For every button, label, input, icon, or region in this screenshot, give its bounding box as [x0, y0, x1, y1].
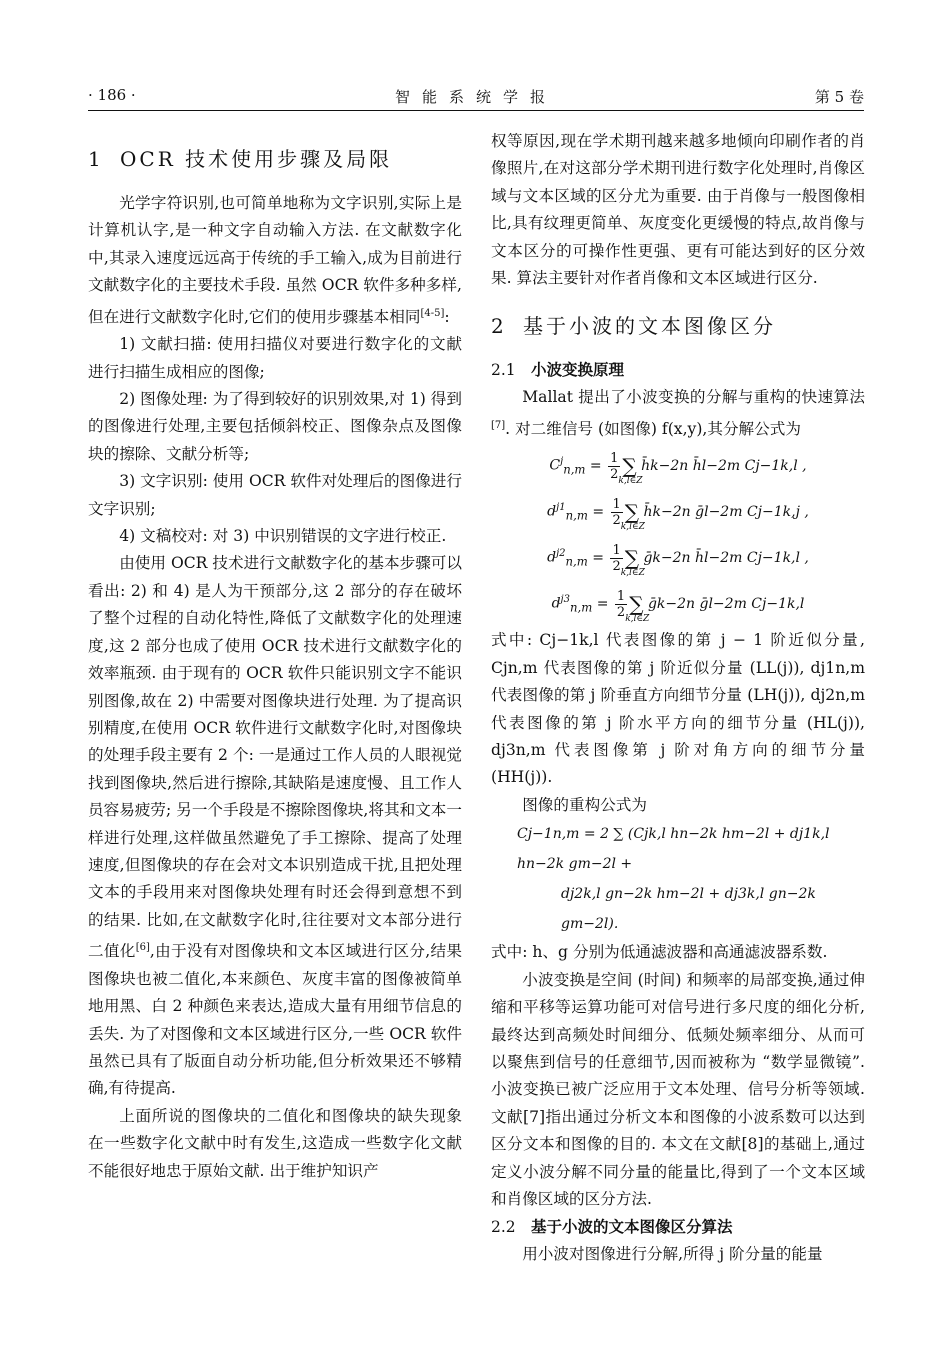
list-item: 2) 图像处理: 为了得到较好的识别效果,对 1) 得到的图像进行处理,主要包括倾斜校正、图像杂点及图像块的擦除、文献分析等; [88, 390, 462, 463]
right-column [491, 128, 865, 1269]
paragraph: 图像的重构公式为 [522, 795, 647, 814]
paragraph: 上面所说的图像块的二值化和图像块的缺失现象在一些数字化文献中时有发生,这造成一些数字化文献不能很好地忠于原始文献. 出于维护知识产 [88, 1106, 462, 1180]
section-2-heading [491, 296, 865, 356]
paragraph: 式中: h、g 分别为低通滤波器和高通滤波器系数. [491, 943, 828, 962]
equation: $C^j_{n,m}$ = $\frac{1}{2}$ ∑ k,l∈Z h̄k−2n h̄l−2m Cj−1k,l , [549, 450, 807, 487]
paragraph: 小波变换是空间 (时间) 和频率的局部变换,通过伸缩和平移等运算功能可对信号进行多尺度的细化分析,最终达到高频处时间细分、低频处频率细分、从而可以聚焦到信号的任意细节,因而被称为 “数学显微镜”. 小波变换已被广泛应用于文本处理、信号分析等领域. 文献[7]指出通过分析文本和图像的小波系数可以达到区分文本和图像的目的. 本文在文献[8]的基础上,通过定义小波分解不同分量的能量比,得到了一个文本区域和肖像区域的区分方法. [491, 970, 865, 1208]
paragraph: Mallat 提出了小波变换的分解与重构的快速算法[7]. 对二维信号 (如图像) f(x,y),其分解公式为 [491, 388, 865, 439]
paragraph: 由使用 OCR 技术进行文献数字化的基本步骤可以看出: 2) 和 4) 是人为干预部分,这 2 部分的存在破坏了整个过程的自动化特性,降低了文献数字化的处理速度,这 2 部分也成了使用 OCR 技术进行文献数字化的效率瓶颈. 由于现有的 OCR 软件只能识别文字不能识别图像,故在 2) 中需要对图像块进行处理. 为了提高识别精度,在使用 OCR 软件进行文献数字化时,对图像块的处理手段主要有 2 个: 一是通过工作人员的人眼视觉找到图像块,然后进行擦除,其缺陷是速度慢、且工作人员容易疲劳; 另一个手段是不擦除图像块,将其和文本一样进行处理,这样做虽然避免了手工擦除、提高了处理速度,但图像块的存在会对文本识别造成干扰,且把处理文本的手段用来对图像块处理有时还会得到意想不到的结果. 比如,在文献数字化时,往往要对文本部分进行二值化[6],由于没有对图像块和文本区域进行区分,结果图像块也被二值化,本来颜色、灰度丰富的图像被简单地用黑、白 2 种颜色来表达,造成大量有用细节信息的丢失. 为了对图像和文本区域进行区分,一些 OCR 软件虽然已具有了版面自动分析功能,但分析效果还不够精确,有待提高. [88, 554, 462, 1098]
list-item: 1) 文献扫描: 使用扫描仪对要进行数字化的文献进行扫描生成相应的图像; [88, 335, 462, 381]
equation-rhs: h̄k−2n h̄l−2m Cj−1k,l , [641, 458, 807, 475]
equation: $d^{j3}_{n,m}$ = $\frac{1}{2}$ ∑ k,l∈Z ḡk−2n ḡl−2m Cj−1k,l [551, 588, 805, 625]
subsection-heading: 2.2 基于小波的文本图像区分算法 [491, 1217, 733, 1237]
paragraph: 用小波对图像进行分解,所得 j 阶分量的能量 [522, 1245, 823, 1264]
reconstruction-equation: Cj−1n,m = 2 ∑ (Cjk,l hn−2k hm−2l + dj1k,l hn−2k gm−2l + dj2k,l gn−2k hm−2l + dj3k,l gn−2k gm−2l). [517, 826, 830, 933]
paragraph: 光学字符识别,也可简单地称为文字识别,实际上是计算机认字,是一种文字自动输入方法. 在文献数字化中,其录入速度远远高于传统的手工输入,成为目前进行文献数字化的主要技术手段. 虽然 OCR 软件多种多样,但在进行文献数字化时,它们的使用步骤基本相同[4-5]: [88, 194, 462, 326]
citation: [4-5] [420, 307, 445, 319]
equation-rhs: ḡk−2n h̄l−2m Cj−1k,l , [643, 550, 809, 567]
subsection-heading: 2.1 小波变换原理 [491, 360, 625, 380]
equation-rhs: ḡk−2n ḡl−2m Cj−1k,l [647, 596, 805, 613]
section-number: 2 [491, 314, 504, 339]
section-title: OCR 技术使用步骤及局限 [120, 147, 393, 171]
paragraph: 式中: Cj−1k,l 代表图像的第 j − 1 阶近似分量, Cjn,m 代表图像的第 j 阶近似分量 (LL(j)), dj1n,m 代表图像的第 j 阶垂直方向细节分量 (LH(j)), dj2n,m 代表图像的第 j 阶水平方向的细节分量 (HL(j)), dj3n,m 代表图像第 j 阶对角方向的细节分量 (HH(j)). [491, 631, 865, 787]
list-item: 4) 文稿校对: 对 3) 中识别错误的文字进行校正. [119, 527, 447, 546]
citation: [7] [491, 419, 506, 431]
equation: $d^{j2}_{n,m}$ = $\frac{1}{2}$ ∑ k,l∈Z ḡk−2n h̄l−2m Cj−1k,l , [547, 542, 809, 579]
section-title: 基于小波的文本图像区分 [523, 314, 776, 339]
equation: $d^{j1}_{n,m}$ = $\frac{1}{2}$ ∑ k,l∈Z h̄k−2n ḡl−2m Cj−1k,j , [547, 496, 809, 533]
list-item: 3) 文字识别: 使用 OCR 软件对处理后的图像进行文字识别; [88, 472, 462, 518]
page-number: · 186 · [88, 86, 136, 104]
running-header [88, 84, 864, 111]
left-column [88, 128, 462, 1185]
journal-title: 智能系统学报 [394, 88, 557, 106]
section-1-heading [88, 128, 462, 190]
volume-label: 第 5 卷 [814, 88, 864, 106]
citation: [6] [135, 942, 150, 954]
equation-rhs: h̄k−2n ḡl−2m Cj−1k,j , [643, 504, 809, 521]
paragraph: 权等原因,现在学术期刊越来越多地倾向印刷作者的肖像照片,在对这部分学术期刊进行数字化处理时,肖像区域与文本区域的区分尤为重要. 由于肖像与一般图像相比,具有纹理更简单、灰度变化更缓慢的特点,故肖像与文本区分的可操作性更强、更有可能达到好的区分效果. 算法主要针对作者肖像和文本区域进行区分. [491, 132, 865, 288]
section-number: 1 [88, 147, 101, 171]
